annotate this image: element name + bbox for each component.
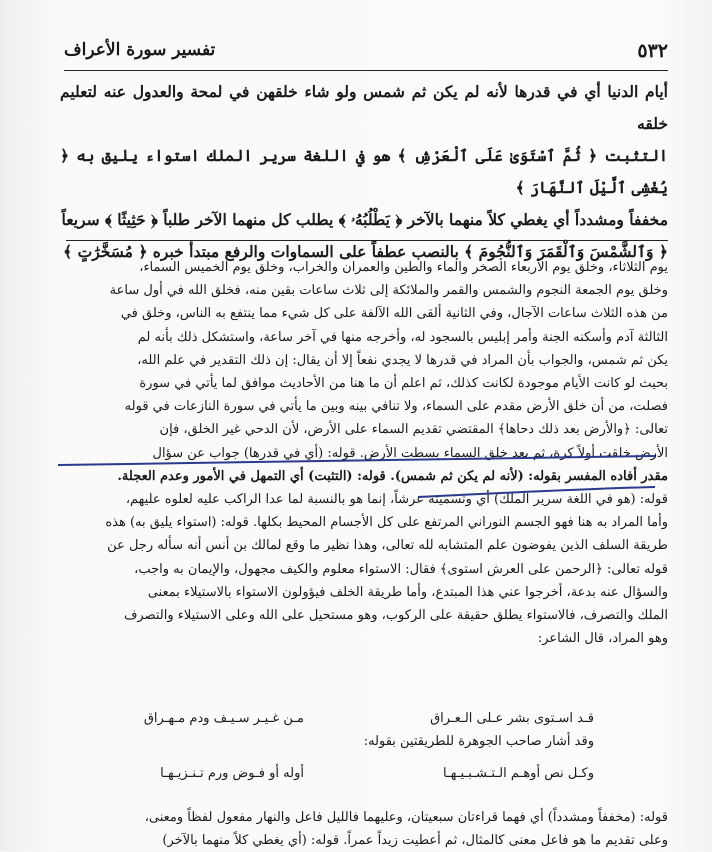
running-title: تفسير سورة الأعراف (64, 40, 216, 60)
commentary-line: الملك والتصرف، فالاستواء يطلق حقيقة على الركوب، وهو مستحيل على الله وعلى الاستيلاء والتصرف (123, 608, 668, 624)
commentary-line: قوله تعالى: ﴿الرحمن على العرش استوى﴾ فقال: الاستواء معلوم والكيف مجهول، والإيمان به واجب، (134, 561, 668, 577)
commentary-line: قوله: (هو في اللغة سرير الملك) أي وتسميته عرشاً، إنما هو بالنسبة لما عدا الراكب عليه لعلوه عليهم، (125, 492, 668, 508)
commentary-line: تعالى: ﴿والأرض بعد ذلك دحاها﴾ المقتضي تقديم السماء على الأرض، لأن الدحي غير الخلق، فإن (159, 422, 668, 438)
commentary-line: وأما المراد به هنا فهو الجسم النوراني المرتفع على كل الأجسام المحيط بكلها. قوله: (استواء يليق به) هذه (105, 515, 668, 531)
poem-verse-1-second-hemistich: مـن غـيـر سـيـف ودم مـهـراق (143, 711, 304, 726)
commentary-text (60, 256, 668, 650)
section-divider (66, 240, 668, 241)
commentary-tail (60, 806, 668, 852)
tafsir-line: ﴿ وَٱلشَّمْسَ وَٱلْقَمَرَ وَٱلنُّجُومَ ﴾ بالنصب عطفاً على السماوات والرفع مبتدأ خبره ﴿ مُسَخَّرَٰتٍ ﴾ (63, 242, 668, 261)
commentary-line: طريقة السلف الذين يفوضون علم المتشابه لله تعالى، وهذا نظير ما وقع لمالك بن أنس أنه سأله رجل عن (107, 538, 668, 554)
commentary-line: قوله: (مخففاً ومشدداً) أي فهما قراءتان سبعيتان، وعليهما فالليل فاعل والنهار مفعول لفظاً ومعنى، (144, 810, 668, 825)
commentary-line: والسؤال عنه بدعة، أخرجوا عني هذا المبتدع، وأما طريقة الخلف فيؤولون الاستواء بالاستيلاء بمعنى (147, 584, 668, 600)
commentary-line: بحيث لو كانت الأيام موجودة لكانت كذلك، ثم اعلم أن ما هنا من الأحاديث موافق لما يأتي في سورة (139, 376, 668, 392)
commentary-line: يكن ثم شمس، والجواب بأن المراد في قدرها لا يجدي نفعاً إلا أن يقال: إن ذلك التقدير في علم الله، (137, 352, 668, 368)
commentary-line: مقدر أفاده المفسر بقوله: (لأنه لم يكن ثم شمس). قوله: (التثبت) أي التمهل في الأمور وعدم العجلة. (117, 468, 668, 484)
poem-introduction: وقد أشار صاحب الجوهرة للطريقتين بقوله: (363, 734, 594, 749)
tafsir-line: مخففاً ومشدداً أي يغطي كلاً منهما بالآخر ﴿ يَطْلُبُهُۥ ﴾ يطلب كل منهما الآخر طلباً ﴿ حَثِيثًا ﴾ سريعاً (61, 210, 668, 229)
commentary-line: وهو المراد، قال الشاعر: (537, 631, 668, 647)
commentary-line: الثالثة آدم وأسكنه الجنة وأمر إبليس بالسجود له، وأخرجه منها في آخر ساعة، واستشكل ذلك بأنه لم (137, 329, 668, 345)
poem-verse-1-first-hemistich: قـد اسـتوى بشر عـلى الـعـراق (430, 711, 594, 726)
page-number: ٥٣٢ (637, 40, 668, 62)
commentary-line: وعلى تقديم ما هو فاعل معنى كالمثال، ثم أعطيت زيداً عمراً. قوله: (أي يغطي كلاً منهما بالآخر) (162, 833, 668, 849)
commentary-line: فصلت، من أن خلق الأرض مقدم على السماء، ولا تنافي بينه وبين ما يأتي في سورة النازعات في قوله (124, 399, 668, 415)
tafsir-line: أيام الدنيا أي في قدرها لأنه لم يكن ثم شمس ولو شاء خلقهن في لمحة والعدول عنه لتعليم خلقه (60, 82, 668, 133)
page-header (64, 40, 668, 66)
header-divider (64, 70, 668, 71)
poem-verse-2-second-hemistich: أوله أو فـوض ورم تـنـزيـهـا (160, 766, 304, 781)
commentary-line: من هذه الثلاث ساعات الآجال، وفي الثانية ألقى الله الآلفة على كل شيء مما ينتفع به الناس، وخلق في (120, 306, 668, 322)
commentary-line: وخلق يوم الجمعة النجوم والشمس والقمر والملائكة إلى ثلاث ساعات بقين منه، فخلق الله في أول ساعة (109, 283, 668, 299)
poem-verse-2-first-hemistich: وكـل نص أوهـم الـتـشـبـيـهـا (442, 766, 594, 781)
commentary-line: الأرض خلقت أولاً كرة، ثم بعد خلق السماء بسطت الأرض. قوله: (أي في قدرها) جواب عن سؤال (152, 445, 668, 461)
tafsir-line: التثبت ﴿ ثُمَّ ٱسْتَوَىٰ عَلَى ٱلْعَرْشِ ﴾ هو في اللغة سرير الملك استواء يليق به ﴿ يُغْشِى ٱلَّيْلَ ٱلنَّهَارَ ﴾ (60, 146, 668, 197)
commentary-line: يوم الثلاثاء، وخلق يوم الأربعاء الصخر والماء والطين والعمران والخراب، وخلق يوم الخميس السماء، (139, 260, 668, 275)
